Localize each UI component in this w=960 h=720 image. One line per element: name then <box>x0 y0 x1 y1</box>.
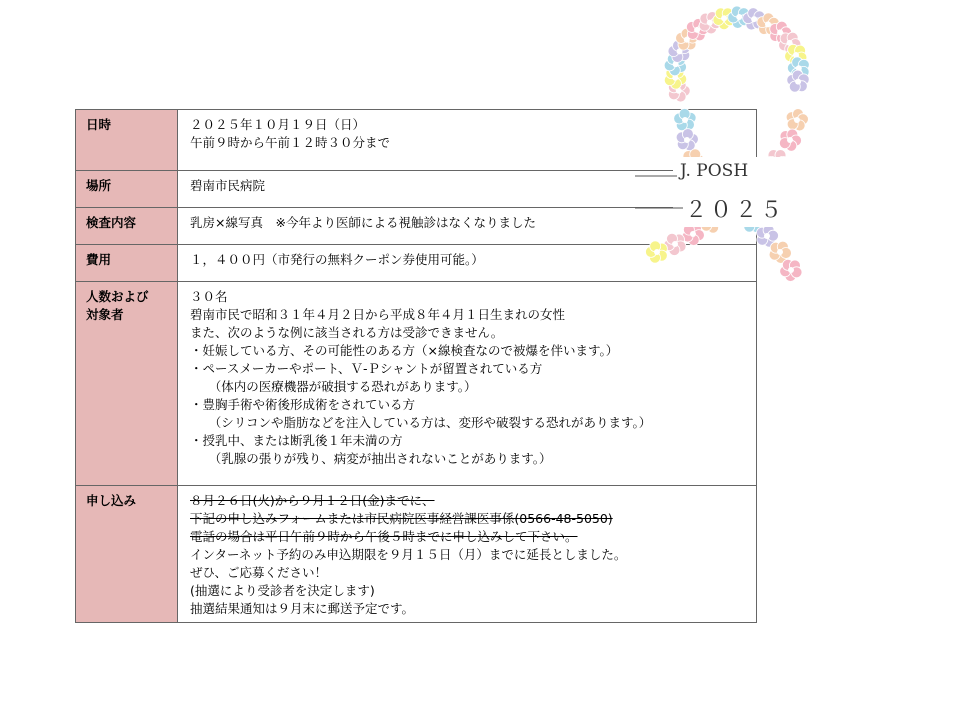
text-line: 午前９時から午前１２時３０分まで <box>190 135 391 150</box>
text-line: ２０２５年１０月１９日（日） <box>190 117 366 132</box>
flower-ribbon-icon <box>646 6 810 282</box>
flower-icon <box>780 259 802 281</box>
text-line: 碧南市民で昭和３１年４月２日から平成８年４月１日生まれの女性 <box>190 307 566 322</box>
text-line: 碧南市民病院 <box>190 178 266 193</box>
text-line: ・ペースメーカーやポート、Ｖ-Ｐシャントが留置されている方 <box>190 361 543 376</box>
text-line: ・豊胸手術や術後形成術をされている方 <box>190 397 416 412</box>
flower-icon <box>674 109 696 131</box>
text-line: (抽選により受診者を決定します) <box>190 583 375 598</box>
text-line: １，４００円（市発行の無料クーポン券使用可能。） <box>190 252 484 267</box>
label-application: 申し込み <box>76 486 178 623</box>
text-line: ・妊娠している方、その可能性のある方（×線検査なので被爆を伴います。） <box>190 343 619 358</box>
struck-text-line: 電話の場合は平日午前９時から午後５時までに申し込みして下さい。 <box>190 529 578 544</box>
label-fee: 費用 <box>76 245 178 282</box>
text-line: （体内の医療機器が破損する恐れがあります。） <box>190 379 477 394</box>
label-line: 対象者 <box>86 307 124 322</box>
value-application <box>178 486 757 623</box>
text-line: インターネット予約のみ申込期限を９月１５日（月）までに延長としました。 <box>190 547 627 562</box>
text-line: （乳腺の張りが残り、病変が抽出されないことがあります。） <box>190 451 552 466</box>
logo-text-posh: J. POSH <box>680 161 749 181</box>
pink-ribbon-logo <box>625 0 840 300</box>
text-line: （シリコンや脂肪などを注入している方は、変形や破裂する恐れがあります。） <box>190 415 652 430</box>
value-eligibility <box>178 282 757 486</box>
label-exam: 検査内容 <box>76 208 178 245</box>
label-datetime: 日時 <box>76 110 178 171</box>
text-line: ３０名 <box>190 289 228 304</box>
text-line: ・授乳中、または断乳後１年未満の方 <box>190 433 403 448</box>
flower-icon <box>664 233 686 255</box>
row-eligibility <box>76 282 757 486</box>
label-eligibility <box>76 282 178 486</box>
text-line: また、次のような例に該当される方は受診できません。 <box>190 325 504 340</box>
flower-icon <box>646 241 668 263</box>
label-location: 場所 <box>76 171 178 208</box>
row-application <box>76 486 757 623</box>
flower-icon <box>676 129 698 151</box>
struck-text-line: 下記の申し込みフォームまたは市民病院医事経営課医事係(0566-48-5050) <box>190 511 613 526</box>
label-line: 人数および <box>86 289 149 304</box>
struck-text-line: ８月２６日(火)から９月１２日(金)までに、 <box>190 493 435 508</box>
flower-icon <box>779 129 801 151</box>
flower-icon <box>786 109 808 131</box>
logo-text-year: ２０２５ <box>685 198 786 223</box>
text-line: 抽選結果通知は９月末に郵送予定です。 <box>190 601 415 616</box>
text-line: ぜひ、ご応募ください！ <box>190 565 328 580</box>
text-line: 乳房×線写真 ※今年より医師による視触診はなくなりました <box>190 215 536 230</box>
